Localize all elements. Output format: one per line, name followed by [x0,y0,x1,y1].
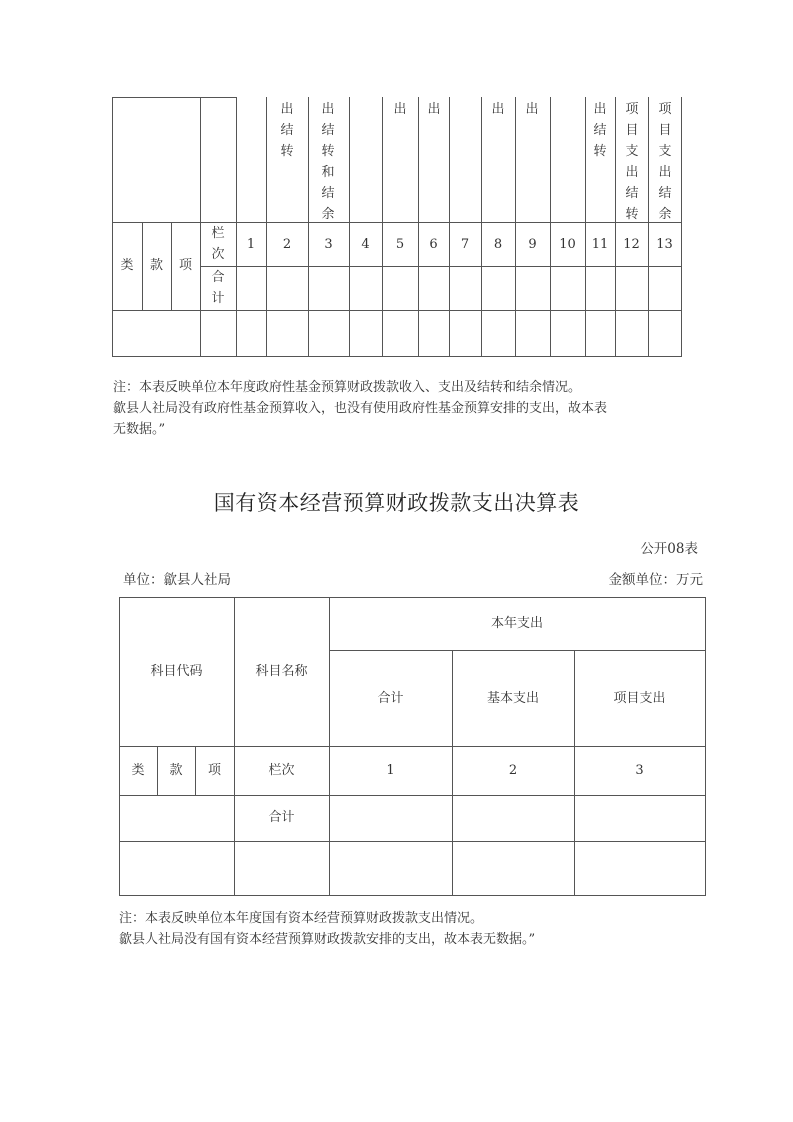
table2-top-border [119,597,705,598]
header-subject-name: 科目名称 [255,664,308,679]
code-kuan-label: 款 [149,258,163,273]
table1-top-border [112,97,236,98]
column-number: 3 [324,237,333,252]
table2-header-divider [329,650,705,651]
column-number: 4 [361,237,370,252]
header-subject-code: 科目代码 [150,664,203,679]
code-xiang-label: 项 [178,258,192,273]
header-col-13: 项目支出结余 [658,102,672,222]
table2-row-divider [119,795,705,796]
table1-vline [449,97,450,357]
table1-vline [418,97,419,357]
unit-label: 单位：歙县人社局 [123,572,231,588]
column-number: 11 [591,237,609,252]
table2-row-divider [119,841,705,842]
table1-vline [615,97,616,357]
header-col-12: 项目支出结转 [625,102,639,222]
column-number: 9 [528,237,537,252]
header-basic-expense: 基本支出 [486,691,539,706]
table2-bottom-border [119,895,705,896]
column-number: 1 [386,763,395,778]
column-number: 12 [623,237,640,252]
table1-vline [308,97,309,357]
form-number: 公开08表 [640,541,698,557]
header-col-3: 出结转和结余 [321,102,335,222]
table1-vline [200,97,201,357]
code-xiang-label: 项 [207,763,221,778]
table1-vline [236,97,237,357]
heji-label: 合计 [211,270,225,306]
table1-row-divider [112,310,682,311]
note1-line2: 歙县人社局没有政府性基金预算收入，也没有使用政府性基金预算安排的支出，故本表 [113,401,608,416]
page-title: 国有资本经营预算财政拨款支出决算表 [213,491,580,515]
code-lei-label: 类 [120,258,134,273]
table1-vline [382,97,383,357]
table2-header-bottom [119,746,705,747]
column-number: 5 [395,237,405,252]
header-col-5: 出 [393,102,407,117]
column-number: 2 [282,237,292,252]
header-col-2: 出结转 [280,102,294,159]
column-number: 7 [460,237,470,252]
table2-vline [234,597,235,896]
note1-line1: 注：本表反映单位本年度政府性基金预算财政拨款收入、支出及结转和结余情况。 [113,380,582,395]
table1-vline [550,97,551,357]
header-col-8: 出 [491,102,505,117]
column-number: 8 [493,237,503,252]
header-project-expense: 项目支出 [613,691,666,706]
table1-header-divider [112,222,682,223]
header-col-6: 出 [427,102,441,117]
header-total: 合计 [377,691,404,706]
column-number: 1 [246,237,256,252]
note1-line3: 无数据。” [113,422,166,437]
amount-unit-label: 金额单位：万元 [608,572,703,588]
code-lei-label: 类 [131,763,145,778]
note2-line1: 注：本表反映单位本年度国有资本经营预算财政拨款支出情况。 [119,911,484,926]
header-col-9: 出 [525,102,539,117]
table1-left-border [112,97,113,357]
table1-right-border [681,97,682,357]
lanci-label: 栏次 [268,763,295,778]
lanci-label: 栏次 [211,226,225,262]
table1-vline [266,97,267,357]
header-year-expense: 本年支出 [490,616,543,631]
table2-right-border [705,597,706,896]
header-col-11: 出结转 [593,102,607,159]
table1-vline [648,97,649,357]
table1-vline [585,97,586,357]
table1-vline [481,97,482,357]
code-kuan-label: 款 [169,763,183,778]
column-number: 2 [508,763,518,778]
table1-bottom-border [112,356,682,357]
column-number: 3 [635,763,644,778]
table2-vline [329,597,330,896]
column-number: 6 [429,237,438,252]
column-number: 10 [559,237,576,252]
table2-left-border [119,597,120,896]
column-number: 13 [656,237,673,252]
heji-label: 合计 [268,810,295,825]
table1-lanci-divider [200,266,682,267]
table1-vline [515,97,516,357]
table1-vline [349,97,350,357]
note2-line2: 歙县人社局没有国有资本经营预算财政拨款安排的支出，故本表无数据。” [119,932,536,947]
